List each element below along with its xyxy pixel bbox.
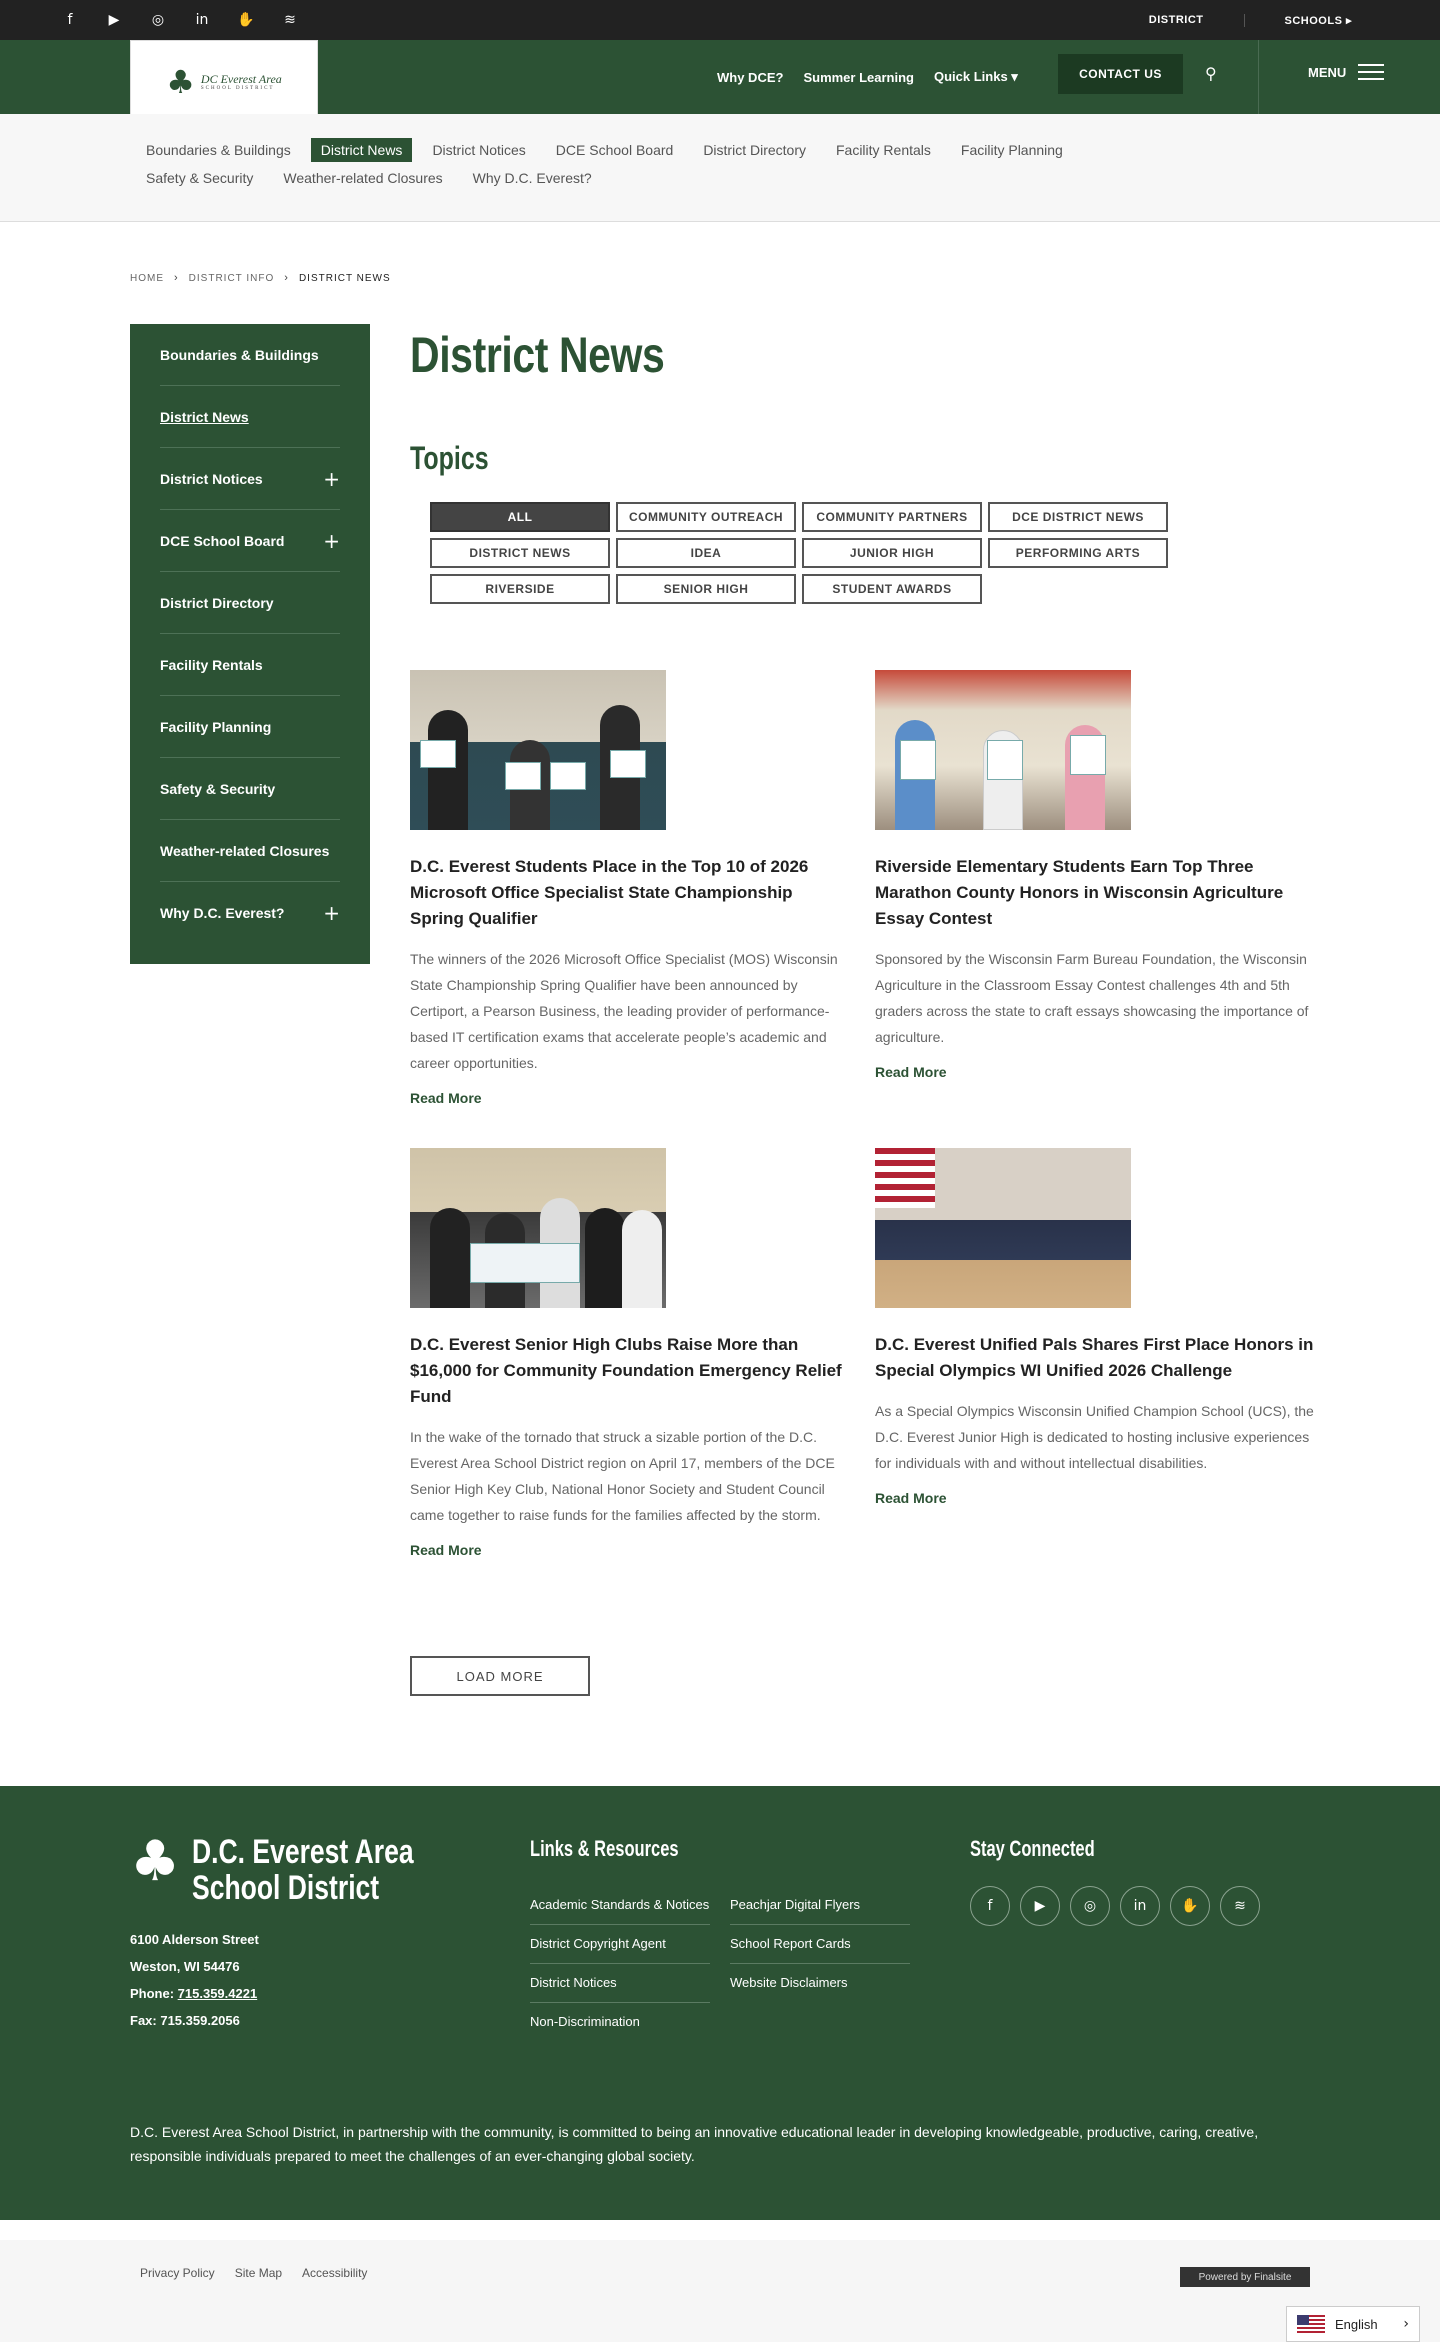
topic-filters <box>430 502 1220 604</box>
topic-filter-button[interactable]: ALL <box>430 502 610 532</box>
mission-statement: D.C. Everest Area School District, in partnership with the community, is committed to being an innovative educational leader in developing knowledgeable, productive, caring, creative, responsible individuals prepared to meet the challenges of an ever-changing global society. <box>130 2124 1259 2164</box>
links-resources-title: Links & Resources <box>530 1836 679 1861</box>
nav-why-dce[interactable]: Why DCE? <box>717 69 784 85</box>
district-logo[interactable] <box>130 40 318 124</box>
street: 6100 Alderson Street <box>130 1932 259 1947</box>
sidebar-item[interactable] <box>160 882 340 944</box>
wifi-icon[interactable]: ≋ <box>284 12 296 28</box>
sidebar-item-label: Weather-related Closures <box>160 842 330 859</box>
footer-link[interactable]: School Report Cards <box>730 1925 910 1964</box>
wifi-icon[interactable]: ≋ <box>1220 1886 1260 1926</box>
news-summary: Sponsored by the Wisconsin Farm Bureau Foundation, the Wisconsin Agriculture in the Classroom Essay Contest challenges 4th and 5th graders across the state to craft essays showcasing the importance of agriculture. <box>875 951 1309 1045</box>
youtube-icon[interactable]: ▶ <box>108 12 120 28</box>
menu-button[interactable] <box>1308 64 1384 80</box>
district-link[interactable]: DISTRICT <box>1148 14 1204 26</box>
site-header <box>0 40 1440 114</box>
subnav-item[interactable]: Facility Rentals <box>835 142 931 158</box>
subnav-item[interactable]: District Notices <box>432 142 526 158</box>
expand-plus-icon[interactable]: + <box>323 528 340 553</box>
news-title[interactable]: D.C. Everest Students Place in the Top 10 of 2026 Microsoft Office Specialist State Championship Spring Qualifier <box>410 857 809 928</box>
news-image[interactable] <box>410 1148 666 1308</box>
peachjar-icon[interactable]: ✋ <box>237 12 255 28</box>
subnav-item[interactable]: District News <box>311 138 413 162</box>
news-image[interactable] <box>875 670 1131 830</box>
facebook-icon[interactable]: f <box>970 1886 1010 1926</box>
read-more-link[interactable]: Read More <box>875 1064 947 1080</box>
us-flag-icon <box>1297 2315 1325 2333</box>
news-title[interactable]: Riverside Elementary Students Earn Top Three Marathon County Honors in Wisconsin Agriculture Essay Contest <box>875 857 1284 928</box>
load-more-button[interactable]: LOAD MORE <box>410 1656 590 1696</box>
fax: Fax: 715.359.2056 <box>130 2013 240 2028</box>
topic-filter-button[interactable]: JUNIOR HIGH <box>802 538 982 568</box>
read-more-link[interactable]: Read More <box>410 1090 482 1106</box>
sidebar-item[interactable] <box>160 510 340 572</box>
news-title[interactable]: D.C. Everest Unified Pals Shares First Place Honors in Special Olympics WI Unified 2026 Challenge <box>875 1335 1314 1380</box>
sidebar-item-label: District Notices <box>160 470 263 487</box>
news-image[interactable] <box>410 670 666 830</box>
header-divider <box>1258 40 1259 114</box>
footer-link[interactable]: Non-Discrimination <box>530 2014 640 2029</box>
stay-connected-title: Stay Connected <box>970 1836 1095 1861</box>
sidebar-item-label: Facility Planning <box>160 718 272 735</box>
topic-filter-button[interactable]: IDEA <box>616 538 796 568</box>
logo-title: DC Everest Area <box>200 71 282 86</box>
topic-filter-button[interactable]: COMMUNITY PARTNERS <box>802 502 982 532</box>
news-image[interactable] <box>875 1148 1131 1308</box>
site-map-link[interactable]: Site Map <box>234 2266 283 2280</box>
breadcrumb <box>130 272 391 284</box>
read-more-link[interactable]: Read More <box>410 1542 482 1558</box>
footer-links-col2 <box>730 1886 910 2002</box>
subnav-item[interactable]: Boundaries & Buildings <box>146 142 291 158</box>
topic-filter-button[interactable]: PERFORMING ARTS <box>988 538 1168 568</box>
subnav-item[interactable]: Why D.C. Everest? <box>472 170 592 186</box>
subnav-item[interactable]: Safety & Security <box>146 170 254 186</box>
footer-logo[interactable] <box>130 1829 562 1907</box>
phone-label: Phone: <box>130 1986 178 2001</box>
topic-filter-button[interactable]: RIVERSIDE <box>430 574 610 604</box>
footer-link[interactable]: District Copyright Agent <box>530 1925 710 1964</box>
news-card <box>410 670 850 1106</box>
breadcrumb-home[interactable]: HOME <box>130 272 164 284</box>
footer-links-col1 <box>530 1886 710 2041</box>
topic-filter-button[interactable]: STUDENT AWARDS <box>802 574 982 604</box>
footer-link[interactable]: Academic Standards & Notices <box>530 1886 710 1925</box>
legal-links <box>140 2266 367 2280</box>
main-nav <box>717 40 1018 114</box>
bottom-bar <box>0 2240 1440 2342</box>
facebook-icon[interactable]: f <box>67 12 73 28</box>
nav-quick-links[interactable]: Quick Links ▾ <box>933 69 1018 84</box>
section-subnav <box>0 114 1440 222</box>
news-title[interactable]: D.C. Everest Senior High Clubs Raise More than $16,000 for Community Foundation Emergency Relief Fund <box>410 1335 842 1406</box>
footer-address <box>130 1926 259 2034</box>
topic-filter-button[interactable]: SENIOR HIGH <box>616 574 796 604</box>
accessibility-link[interactable]: Accessibility <box>302 2266 368 2280</box>
news-summary: In the wake of the tornado that struck a sizable portion of the D.C. Everest Area School District region on April 17, members of the DCE Senior High Key Club, National Honor Society and Student Council came together to raise funds for the families affected by the storm. <box>410 1429 835 1523</box>
sidebar-item-label: District News <box>160 408 249 425</box>
nav-summer-learning[interactable]: Summer Learning <box>803 69 914 85</box>
chevron-right-icon: › <box>284 272 289 284</box>
contact-us-button[interactable]: CONTACT US <box>1058 54 1183 94</box>
sidebar-item[interactable] <box>160 634 340 696</box>
language-label: English <box>1335 2316 1378 2332</box>
tree-logo-icon: ♣ <box>166 63 195 101</box>
topic-filter-button[interactable]: COMMUNITY OUTREACH <box>616 502 796 532</box>
logo-subtitle: SCHOOL DISTRICT <box>200 85 275 91</box>
sidebar-item-label: Why D.C. Everest? <box>160 905 285 921</box>
linkedin-icon[interactable]: in <box>195 12 209 28</box>
youtube-icon[interactable]: ▶ <box>1020 1886 1060 1926</box>
schools-link[interactable]: SCHOOLS ▸ <box>1244 14 1392 27</box>
chevron-right-icon: › <box>174 272 179 284</box>
sidebar-nav <box>130 324 370 964</box>
top-social-links <box>60 0 300 40</box>
footer-district-name: D.C. Everest Area School District <box>192 1833 414 1907</box>
linkedin-icon[interactable]: in <box>1120 1886 1160 1926</box>
top-utility-bar <box>0 0 1440 40</box>
footer-link[interactable]: Website Disclaimers <box>730 1975 848 1990</box>
topic-filter-button[interactable]: DISTRICT NEWS <box>430 538 610 568</box>
menu-label: MENU <box>1308 64 1347 80</box>
sidebar-item[interactable] <box>160 820 340 882</box>
news-card <box>875 670 1315 1080</box>
news-card <box>875 1148 1315 1506</box>
tree-logo-icon: ♣ <box>130 1829 181 1894</box>
topic-filter-button[interactable]: DCE DISTRICT NEWS <box>988 502 1168 532</box>
news-card <box>410 1148 850 1558</box>
sidebar-item[interactable] <box>160 572 340 634</box>
peachjar-icon[interactable]: ✋ <box>1170 1886 1210 1926</box>
news-summary: The winners of the 2026 Microsoft Office Specialist (MOS) Wisconsin State Championship Spring Qualifier have been announced by Certiport, a Pearson Business, the leading provider of performance-based IT certification exams that accelerate people’s academic and career opportunities. <box>410 951 838 1071</box>
hamburger-icon <box>1358 64 1384 80</box>
sidebar-item[interactable] <box>160 324 340 386</box>
expand-plus-icon[interactable]: + <box>323 901 340 925</box>
instagram-icon[interactable]: ◎ <box>1070 1886 1110 1926</box>
news-summary: As a Special Olympics Wisconsin Unified Champion School (UCS), the D.C. Everest Junior High is dedicated to hosting inclusive experiences for individuals with and without intellectual disabilities. <box>875 1403 1314 1471</box>
instagram-icon[interactable]: ◎ <box>151 12 165 28</box>
site-footer <box>0 1786 1440 2220</box>
expand-plus-icon[interactable]: + <box>323 466 340 491</box>
sidebar-item[interactable] <box>160 758 340 820</box>
city: Weston, WI 54476 <box>130 1959 240 1974</box>
footer-link[interactable]: District Notices <box>530 1964 710 2003</box>
subnav-item[interactable]: Weather-related Closures <box>283 170 443 186</box>
privacy-policy-link[interactable]: Privacy Policy <box>140 2266 215 2280</box>
page-title: District News <box>410 327 665 383</box>
phone-link[interactable]: 715.359.4221 <box>177 1986 258 2001</box>
sidebar-item-label: District Directory <box>160 594 274 611</box>
sidebar-item-label: Safety & Security <box>160 780 276 797</box>
sidebar-item-label: DCE School Board <box>160 532 285 549</box>
chevron-right-icon: › <box>1403 2316 1409 2332</box>
footer-social-links <box>970 1886 1260 1926</box>
read-more-link[interactable]: Read More <box>875 1490 947 1506</box>
powered-by-badge[interactable]: Powered by Finalsite <box>1180 2267 1310 2287</box>
subnav-item[interactable]: DCE School Board <box>555 142 674 158</box>
search-icon[interactable]: ⚲ <box>1205 64 1217 83</box>
breadcrumb-district-info[interactable]: DISTRICT INFO <box>188 272 275 284</box>
sidebar-item[interactable] <box>160 696 340 758</box>
subnav-item[interactable]: District Directory <box>703 142 806 158</box>
sidebar-item-label: Boundaries & Buildings <box>160 346 319 363</box>
topics-title: Topics <box>410 440 489 476</box>
language-selector[interactable] <box>1286 2306 1420 2342</box>
footer-link[interactable]: Peachjar Digital Flyers <box>730 1886 910 1925</box>
sidebar-item[interactable] <box>160 386 340 448</box>
sidebar-item-label: Facility Rentals <box>160 656 263 673</box>
top-links <box>1109 0 1392 40</box>
sidebar-item[interactable] <box>160 448 340 510</box>
subnav-item[interactable]: Facility Planning <box>960 142 1063 158</box>
breadcrumb-current: DISTRICT NEWS <box>298 272 391 284</box>
